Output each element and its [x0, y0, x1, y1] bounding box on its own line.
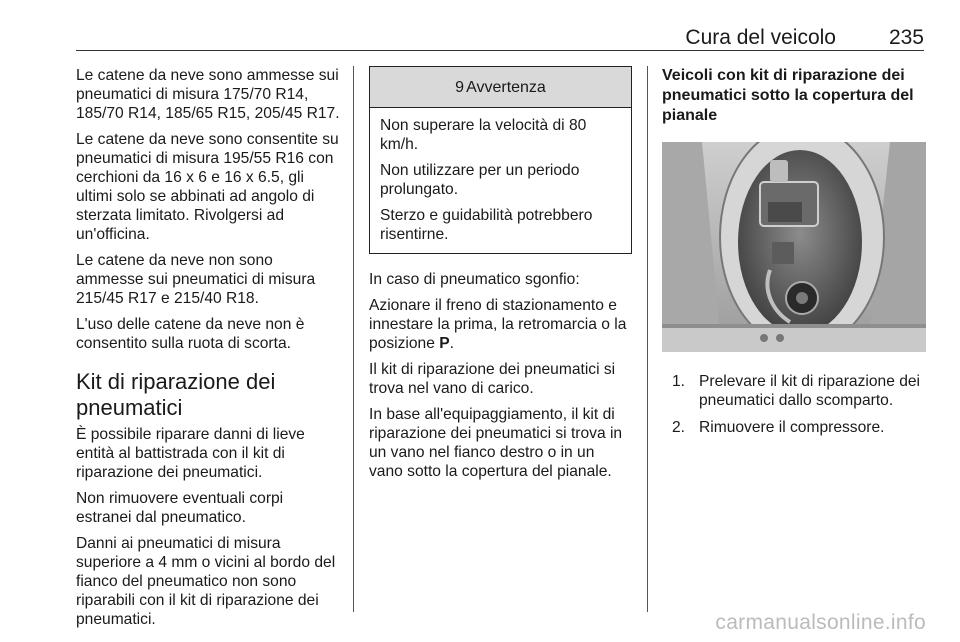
paragraph: Le catene da neve non sono ammesse sui pneumatici di misura 215/45 R17 e 215/40 R18.	[76, 252, 316, 307]
watermark: carmanualsonline.info	[715, 611, 926, 634]
step-text: Rimuovere il compressore.	[699, 419, 885, 436]
column-1	[76, 66, 341, 636]
paragraph: Le catene da neve sono ammesse sui pneumatici di misura 175/70 R14, 185/70 R14, 185/65 R15, 205/45 R17.	[76, 67, 340, 122]
paragraph: In caso di pneumatico sgonfio:	[369, 271, 580, 288]
trunk-repair-kit-photo	[662, 142, 926, 352]
header-divider	[76, 50, 924, 51]
warning-line: Sterzo e guidabilità potrebbero risentirne.	[380, 207, 593, 243]
page-number: 235	[888, 26, 924, 49]
paragraph	[369, 296, 632, 353]
paragraph-text: .	[449, 335, 454, 352]
step-text: Prelevare il kit di riparazione dei pneumatici dallo scomparto.	[699, 373, 921, 409]
warning-box	[369, 66, 632, 254]
paragraph: È possibile riparare danni di lieve entità al battistrada con il kit di riparazione dei pneumatici.	[76, 426, 305, 481]
step-number: 2.	[672, 419, 686, 436]
warning-line: Non utilizzare per un periodo prolungato.	[380, 162, 580, 198]
warning-line: Non superare la velocità di 80 km/h.	[380, 117, 587, 153]
steps-list	[662, 372, 926, 437]
paragraph: Danni ai pneumatici di misura superiore a 4 mm o vicini al bordo del fianco del pneumatico non sono riparabili con il kit di riparazione dei pneumatici.	[76, 535, 336, 628]
list-item	[662, 372, 926, 410]
warning-title: Avvertenza	[466, 78, 546, 96]
warning-title-bar	[370, 67, 631, 108]
paragraph-text: Azionare il freno di stazionamento e innestare la prima, la retromarcia o la posizione	[369, 297, 627, 352]
column-3	[662, 66, 926, 445]
subsection-heading: Veicoli con kit di riparazione dei pneumatici sotto la copertura del pianale	[662, 67, 914, 124]
paragraph: Il kit di riparazione dei pneumatici si trova nel vano di carico.	[369, 361, 616, 397]
paragraph: In base all'equipaggiamento, il kit di riparazione dei pneumatici si trova in un vano nel fianco destro o in un vano sotto la copertura del pianale.	[369, 406, 623, 480]
paragraph: L'uso delle catene da neve non è consentito sulla ruota di scorta.	[76, 316, 305, 352]
page-header	[0, 0, 960, 52]
column-divider-1	[353, 66, 354, 612]
gear-position-p: P	[439, 335, 450, 352]
step-number: 1.	[672, 373, 686, 390]
section-title: Cura del veicolo	[685, 26, 836, 49]
column-2	[369, 66, 632, 488]
column-divider-2	[647, 66, 648, 612]
paragraph: Le catene da neve sono consentite su pneumatici di misura 195/55 R16 con cerchioni da 16 x 6 e 16 x 6.5, gli ultimi solo se abbinati ad angolo di sterzata limitato. Rivolgersi ad un'officina.	[76, 131, 339, 243]
warning-body	[370, 108, 631, 253]
paragraph: Non rimuovere eventuali corpi estranei dal pneumatico.	[76, 490, 284, 526]
section-heading: Kit di riparazione dei pneumatici	[76, 369, 276, 420]
warning-icon: 9	[455, 78, 465, 96]
list-item	[662, 418, 926, 437]
